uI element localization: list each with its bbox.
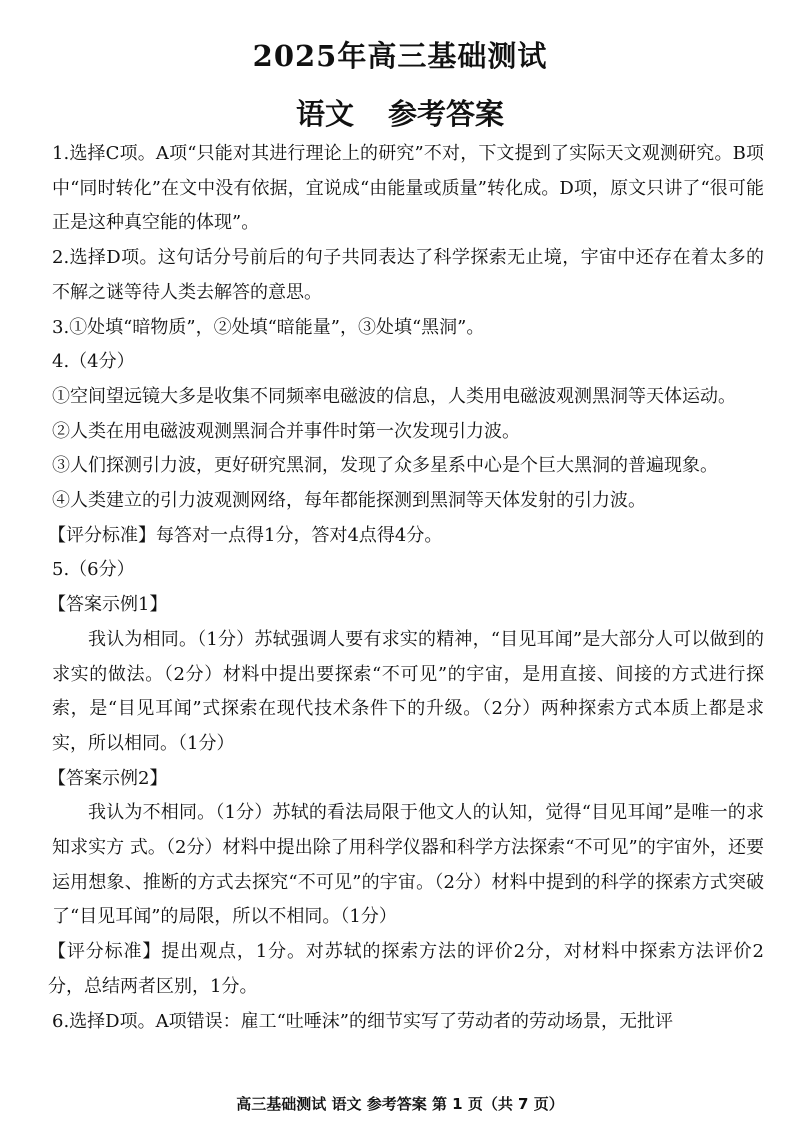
answer-5-example-2-label: 【答案示例2】 bbox=[48, 767, 168, 789]
answer-1: 1.选择C项。A项“只能对其进行理论上的研究”不对，下文提到了实际天文观测研究。B项中“同时转化”在文中没有依据，宜说成“由能量或质量”转化成。D项，原文只讲了“很可能正是这种真空能的体现”。 bbox=[52, 143, 764, 234]
answer-5-example-1-label: 【答案示例1】 bbox=[48, 594, 168, 616]
answer-5-example-2: 我认为不相同。（1分）苏轼的看法局限于他文人的认知，觉得“目见耳闻”是唯一的求知求实方 式。（2分）材料中提出除了用科学仪器和科学方法探索“不可见”的宇宙外，还要运用想象、推断的方式去探究“不可见”的宇宙。（2分）材料中提到的科学的探索方式突破了“目见耳闻”的局限，所以不相同。（1分） bbox=[52, 802, 764, 928]
answer-4-point-4: ④人类建立的引力波观测网络，每年都能探测到黑洞等天体发射的引力波。 bbox=[52, 490, 646, 512]
answer-5-example-1: 我认为相同。（1分）苏轼强调人要有求实的精神，“目见耳闻”是大部分人可以做到的求实的做法。（2分）材料中提出要探索“不可见”的宇宙，是用直接、间接的方式进行探索，是“目见耳闻”式探索在现代技术条件下的升级。（2分）两种探索方式本质上都是求实，所以相同。（1分） bbox=[52, 628, 764, 754]
answer-2: 2.选择D项。这句话分号前后的句子共同表达了科学探索无止境，宇宙中还存在着太多的不解之谜等待人类去解答的意思。 bbox=[52, 247, 764, 303]
answer-4-scoring: 【评分标准】每答对一点得1分，答对4点得4分。 bbox=[48, 524, 443, 546]
answer-4-point-3: ③人们探测引力波，更好研究黑洞，发现了众多星系中心是个巨大黑洞的普遍现象。 bbox=[52, 455, 718, 477]
answer-5-heading: 5.（6分） bbox=[52, 559, 135, 581]
answer-5-scoring: 【评分标准】提出观点，1分。对苏轼的探索方法的评价2分，对材料中探索方法评价2分，总结两者区别，1分。 bbox=[48, 941, 764, 997]
answer-4-point-1: ①空间望远镜大多是收集不同频率电磁波的信息，人类用电磁波观测黑洞等天体运动。 bbox=[52, 385, 736, 407]
subtitle-subject: 语文 bbox=[295, 97, 354, 131]
answer-3: 3.①处填“暗物质”，②处填“暗能量”，③处填“黑洞”。 bbox=[52, 316, 485, 338]
answer-4-heading: 4.（4分） bbox=[52, 351, 135, 373]
answer-6: 6.选择D项。A项错误：雇工“吐唾沫”的细节实写了劳动者的劳动场景，无批评 bbox=[52, 1010, 674, 1032]
subtitle-answers: 参考答案 bbox=[388, 97, 505, 131]
answer-body bbox=[48, 137, 764, 1039]
answer-4-point-2: ②人类在用电磁波观测黑洞合并事件时第一次发现引力波。 bbox=[52, 420, 520, 442]
page-subtitle bbox=[0, 92, 800, 133]
page-title: 2025年高三基础测试 bbox=[252, 39, 548, 73]
page-footer: 高三基础测试 语文 参考答案 第 1 页（共 7 页） bbox=[236, 1095, 564, 1113]
